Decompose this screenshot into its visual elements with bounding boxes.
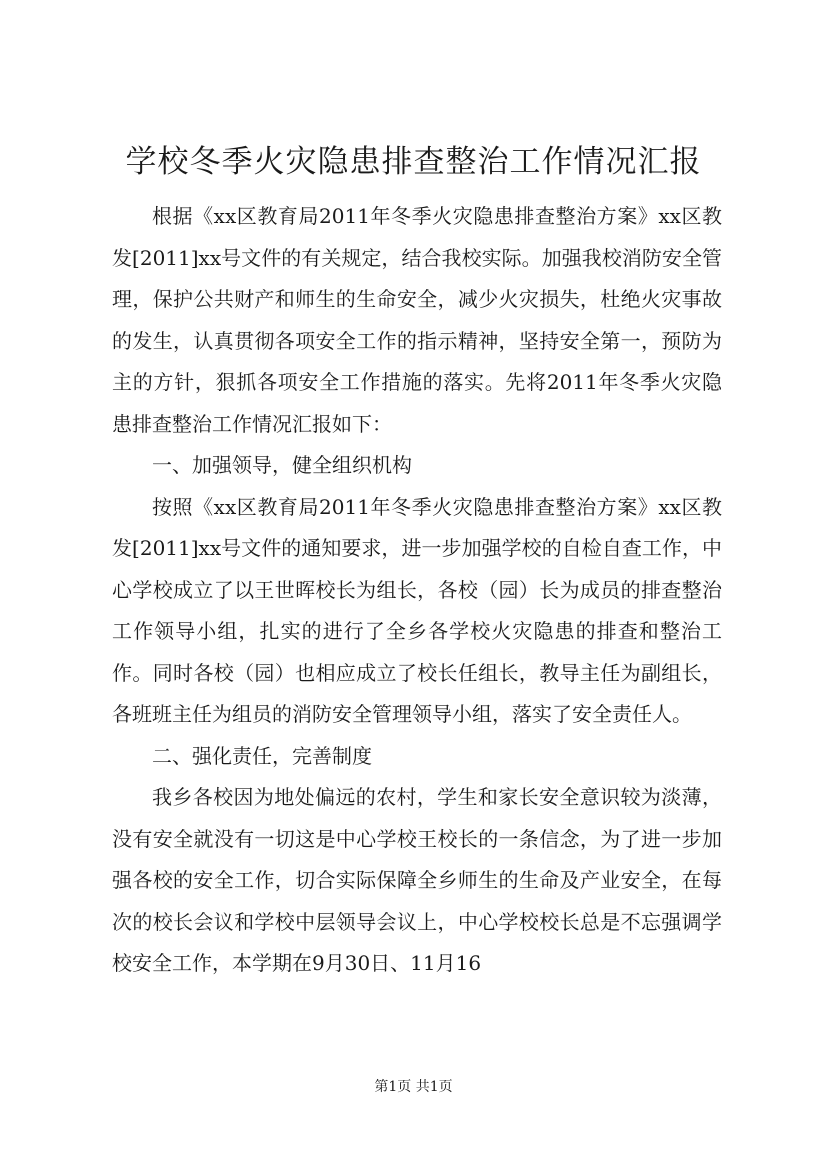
paragraph-intro: 根据《xx区教育局2011年冬季火灾隐患排查整治方案》xx区教发[2011]xx号文件的有关规定，结合我校实际。加强我校消防安全管理，保护公共财产和师生的生命安全，减少火灾损失，杜绝火灾事故的发生，认真贯彻各项安全工作的指示精神，坚持安全第一，预防为主的方针，狠抓各项安全工作措施的落实。先将2011年冬季火灾隐患排查整治工作情况汇报如下：: [112, 204, 722, 436]
paragraph-section-2: 我乡各校因为地处偏远的农村，学生和家长安全意识较为淡薄，没有安全就没有一切这是中心学校王校长的一条信念，为了进一步加强各校的安全工作，切合实际保障全乡师生的生命及产业安全，在每次的校长会议和学校中层领导会议上，中心学校校长总是不忘强调学校安全工作，本学期在9月30日、11月16: [112, 785, 722, 975]
section-heading-2: 二、强化责任，完善制度: [152, 743, 372, 768]
document-body: [112, 196, 722, 985]
paragraph-section-1: 按照《xx区教育局2011年冬季火灾隐患排查整治方案》xx区教发[2011]xx号文件的通知要求，进一步加强学校的自检自查工作，中心学校成立了以王世晖校长为组长，各校（园）长为成员的排查整治工作领导小组，扎实的进行了全乡各学校火灾隐患的排查和整治工作。同时各校（园）也相应成立了校长任组长，教导主任为副组长，各班班主任为组员的消防安全管理领导小组，落实了安全责任人。: [112, 494, 722, 726]
section-heading-1: 一、加强领导，健全组织机构: [152, 453, 412, 477]
document-title: 学校冬季火灾隐患排查整治工作情况汇报: [125, 144, 702, 180]
page-footer: 第1页 共1页: [374, 1079, 453, 1095]
